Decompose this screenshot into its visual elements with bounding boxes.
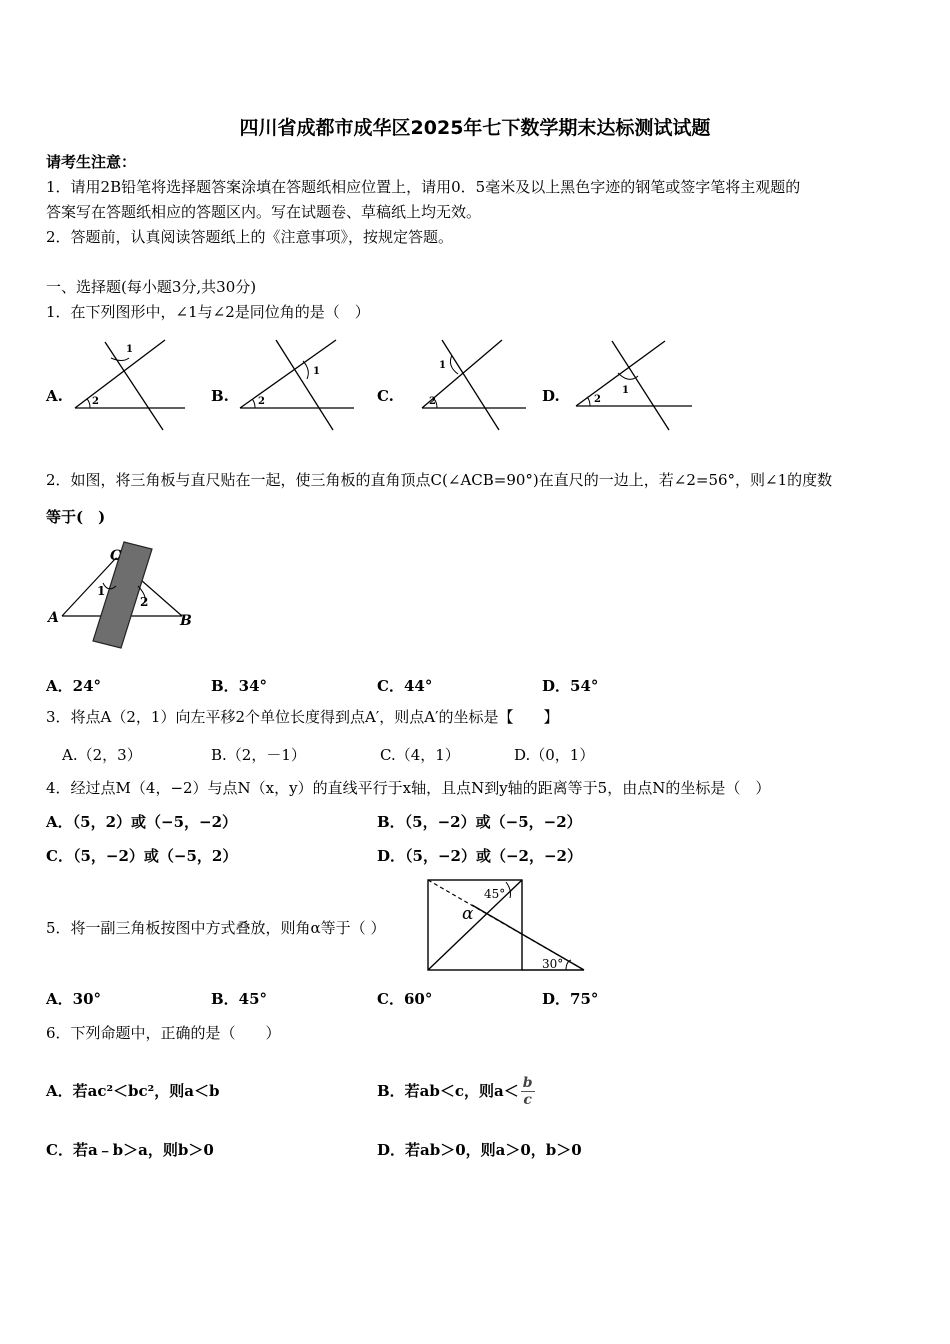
q1-option-a-label: A. <box>46 387 63 405</box>
question-1-stem: 1．在下列图形中，∠1与∠2是同位角的是（ ） <box>46 303 370 321</box>
question-4-stem: 4．经过点M（4，−2）与点N（x，y）的直线平行于x轴，且点N到y轴的距离等于5，由点N的坐标是（ ） <box>46 779 771 797</box>
notice-line-1b: 答案写在答题纸相应的答题区内。写在试题卷、草稿纸上均无效。 <box>46 203 482 221</box>
q6-fraction-denominator: c <box>523 1091 532 1108</box>
q6-option-c: C．若a﹣b＞a，则b＞0 <box>46 1141 214 1159</box>
q4-option-d: D．（5，−2）或（−2，−2） <box>377 847 582 865</box>
q5-option-c: C．60° <box>377 990 433 1008</box>
q5-figure <box>424 876 594 976</box>
q1-figure-b <box>236 338 361 433</box>
q4-option-a: A．（5，2）或（−5，−2） <box>46 813 238 831</box>
q4-option-c: C．（5，−2）或（−5，2） <box>46 847 238 865</box>
q2-option-b: B．34° <box>211 677 268 695</box>
q1-figure-a <box>70 338 190 433</box>
q2-label-c: C <box>110 548 122 564</box>
q1a-angle2: 2 <box>92 396 99 407</box>
q1d-angle1: 1 <box>622 385 629 396</box>
notice-line-1: 1．请用2B铅笔将选择题答案涂填在答题纸相应位置上，请用0．5毫米及以上黑色字迹的钢笔或签字笔将主观题的 <box>46 178 801 196</box>
q2-option-c: C．44° <box>377 677 433 695</box>
q1-option-d-label: D. <box>542 387 560 405</box>
q1b-angle2: 2 <box>258 396 265 407</box>
q6-option-d: D．若ab＞0，则a＞0，b＞0 <box>377 1141 582 1159</box>
section-heading: 一、选择题(每小题3分,共30分) <box>46 278 257 296</box>
q5-angle-alpha: α <box>462 904 474 924</box>
q1d-angle2: 2 <box>594 394 601 405</box>
question-6-stem: 6．下列命题中，正确的是（ ） <box>46 1024 281 1042</box>
page-title: 四川省成都市成华区2025年七下数学期末达标测试试题 <box>239 117 711 139</box>
question-2-stem-cont: 等于( ) <box>46 508 106 526</box>
q3-option-d: D.（0，1） <box>514 746 595 764</box>
q2-label-a: A <box>48 610 59 626</box>
q6-fraction-numerator: b <box>522 1074 533 1091</box>
q1b-angle1: 1 <box>313 366 320 377</box>
q5-option-b: B．45° <box>211 990 268 1008</box>
question-3-stem: 3．将点A（2，1）向左平移2个单位长度得到点A′，则点A′的坐标是【 】 <box>46 708 559 726</box>
q2-option-a: A．24° <box>46 677 102 695</box>
q6-option-a: A．若ac²＜bc²，则a＜b <box>46 1082 220 1100</box>
q1c-angle1: 1 <box>439 360 446 371</box>
q2-option-d: D．54° <box>542 677 599 695</box>
notice-line-2: 2．答题前，认真阅读答题纸上的《注意事项》，按规定答题。 <box>46 228 454 246</box>
q3-option-b: B.（2，－1） <box>211 746 306 764</box>
q1-option-b-label: B. <box>211 387 229 405</box>
q6-option-b-text: B．若ab＜c，则a＜ <box>377 1082 519 1100</box>
q6-option-b-fraction <box>521 1075 535 1108</box>
q5-option-a: A．30° <box>46 990 102 1008</box>
q1-figure-c <box>402 338 532 433</box>
q2-label-b: B <box>180 613 192 629</box>
notice-heading: 请考生注意： <box>46 153 137 171</box>
q3-option-a: A.（2，3） <box>62 746 142 764</box>
q1c-angle2: 2 <box>429 396 436 407</box>
q5-angle-30: 30° <box>542 957 564 971</box>
q1a-angle1: 1 <box>126 344 133 355</box>
q5-angle-45: 45° <box>484 887 506 901</box>
q2-angle1: 1 <box>97 584 106 598</box>
question-5-stem: 5．将一副三角板按图中方式叠放，则角α等于（ ） <box>46 919 386 937</box>
q5-option-d: D．75° <box>542 990 599 1008</box>
q2-angle2: 2 <box>140 595 149 609</box>
q2-figure <box>46 538 206 653</box>
q3-option-c: C.（4，1） <box>380 746 460 764</box>
q6-option-b <box>377 1056 535 1126</box>
q1-figure-d <box>572 338 697 433</box>
q1-option-c-label: C. <box>377 387 394 405</box>
question-2-stem: 2．如图，将三角板与直尺贴在一起，使三角板的直角顶点C(∠ACB=90°)在直尺的一边上，若∠2=56°，则∠1的度数 <box>46 471 833 489</box>
q4-option-b: B．（5，−2）或（−5，−2） <box>377 813 582 831</box>
